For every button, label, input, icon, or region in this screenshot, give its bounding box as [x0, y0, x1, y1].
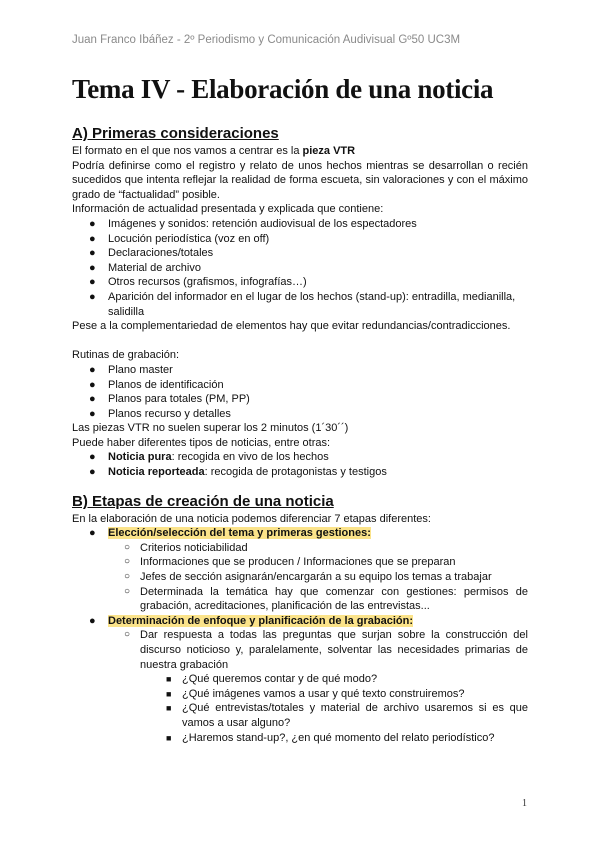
list-item — [72, 628, 528, 672]
bullet-icon: ● — [89, 527, 96, 540]
definition-paragraph: Podría definirse como el registro y relato de unos hechos mientras se desarrollan o recién sucedidos que intenta reflejar la realidad de forma escueta, sin valoraciones y con el máximo grado de “factualidad” posible. — [72, 159, 528, 201]
list-item — [72, 363, 528, 378]
bullet-icon: ● — [89, 466, 96, 479]
bullet-icon: ● — [89, 232, 96, 245]
list-item-text: Criterios noticiabilidad — [140, 541, 248, 554]
list-item — [72, 701, 528, 730]
types-list — [72, 450, 528, 479]
list-item — [72, 570, 528, 585]
bullet-icon: ● — [89, 290, 96, 303]
list-item-text: ¿Qué imágenes vamos a usar y qué texto construiremos? — [182, 687, 465, 700]
list-item — [72, 378, 528, 393]
list-item-text: Informaciones que se producen / Informaciones que se preparan — [140, 556, 456, 569]
list-item — [72, 465, 528, 480]
list-item — [72, 232, 528, 247]
list-item — [72, 731, 528, 746]
list-item — [72, 261, 528, 276]
stage-item — [72, 526, 528, 541]
list-item — [72, 585, 528, 614]
info-list — [72, 217, 528, 319]
stage-title: Elección/selección del tema y primeras gestiones: — [108, 527, 371, 540]
list-item-text: Plano master — [108, 363, 173, 376]
square-bullet-icon: ■ — [166, 732, 172, 743]
info-intro: Información de actualidad presentada y explicada que contiene: — [72, 203, 384, 216]
page-number: 1 — [522, 798, 527, 809]
list-item-text: ¿Qué queremos contar y de qué modo? — [182, 673, 378, 686]
list-item-text: Planos de identificación — [108, 378, 224, 391]
list-item — [72, 541, 528, 556]
list-item-text: Imágenes y sonidos: retención audiovisual de los espectadores — [108, 217, 417, 230]
bullet-icon: ● — [89, 261, 96, 274]
page-title: Tema IV - Elaboración de una noticia — [72, 74, 494, 104]
list-item-text: Planos para totales (PM, PP) — [108, 393, 250, 406]
type-desc: : recogida de protagonistas y testigos — [204, 466, 387, 479]
square-bullet-icon: ■ — [166, 674, 172, 685]
list-item-text: Jefes de sección asignarán/encargarán a su equipo los temas a trabajar — [140, 571, 492, 584]
stage-title: Determinación de enfoque y planificación de la grabación: — [108, 614, 414, 627]
list-item — [72, 392, 528, 407]
section-a-heading: A) Primeras consideraciones — [72, 125, 279, 142]
redundancy-note: Pese a la complementariedad de elementos hay que evitar redundancias/contradicciones. — [72, 320, 511, 333]
list-item — [72, 450, 528, 465]
list-item-text: Planos recurso y detalles — [108, 407, 231, 420]
circle-bullet-icon: ○ — [124, 571, 131, 583]
list-item-text: Determinada la temática hay que comenzar con gestiones: permisos de grabación, acreditaciones, planificación de las entrevistas... — [140, 585, 528, 613]
bullet-icon: ● — [89, 451, 96, 464]
bullet-icon: ● — [89, 407, 96, 420]
bullet-icon: ● — [89, 247, 96, 260]
format-intro-bold: pieza VTR — [302, 145, 356, 157]
type-name: Noticia reporteada — [108, 466, 205, 479]
bullet-icon: ● — [89, 276, 96, 289]
list-item — [72, 217, 528, 232]
rutinas-list — [72, 363, 528, 421]
type-name: Noticia pura — [108, 451, 172, 464]
bullet-icon: ● — [89, 393, 96, 406]
list-item-text: Declaraciones/totales — [108, 247, 214, 260]
stage-item — [72, 614, 528, 629]
list-item — [72, 275, 528, 290]
page-header: Juan Franco Ibáñez - 2º Periodismo y Comunicación Audivisual Gº50 UC3M — [72, 34, 461, 46]
list-item-text: Material de archivo — [108, 261, 201, 274]
rutinas-intro: Rutinas de grabación: — [72, 349, 180, 362]
list-item-text: ¿Qué entrevistas/totales y material de archivo usaremos si es que vamos a usar alguno? — [182, 702, 528, 729]
bullet-icon: ● — [89, 378, 96, 391]
list-item — [72, 246, 528, 261]
square-bullet-icon: ■ — [166, 688, 172, 699]
circle-bullet-icon: ○ — [124, 629, 131, 641]
list-item — [72, 407, 528, 422]
type-desc: : recogida en vivo de los hechos — [171, 451, 329, 464]
square-bullet-icon: ■ — [166, 703, 172, 714]
stages-intro: En la elaboración de una noticia podemos diferenciar 7 etapas diferentes: — [72, 512, 431, 525]
list-item — [72, 687, 528, 702]
bullet-icon: ● — [89, 614, 96, 627]
list-item-text: Locución periodística (voz en off) — [108, 232, 270, 245]
stages-list — [72, 526, 528, 745]
list-item — [72, 290, 528, 319]
circle-bullet-icon: ○ — [124, 541, 131, 553]
format-intro — [72, 144, 528, 159]
list-item-text: Dar respuesta a todas las preguntas que surjan sobre la construcción del discurso noticioso y, paralelamente, solventar las necesidades primarias de nuestra grabación — [140, 629, 528, 671]
circle-bullet-icon: ○ — [124, 585, 131, 597]
list-item — [72, 672, 528, 687]
list-item-text: ¿Haremos stand-up?, ¿en qué momento del relato periodístico? — [182, 731, 495, 744]
format-intro-text: El formato en el que nos vamos a centrar es la — [72, 145, 303, 157]
section-b-heading: B) Etapas de creación de una noticia — [72, 492, 334, 510]
bullet-icon: ● — [89, 363, 96, 376]
duration-note: Las piezas VTR no suelen superar los 2 minutos (1´30´´) — [72, 422, 349, 435]
bullet-icon: ● — [89, 217, 96, 230]
list-item-text: Aparición del informador en el lugar de los hechos (stand-up): entradilla, medianilla, salidilla — [108, 290, 516, 318]
circle-bullet-icon: ○ — [124, 556, 131, 568]
list-item-text: Otros recursos (grafismos, infografías…) — [108, 276, 307, 289]
document-body — [72, 124, 528, 745]
types-intro: Puede haber diferentes tipos de noticias, entre otras: — [72, 436, 331, 449]
list-item — [72, 555, 528, 570]
